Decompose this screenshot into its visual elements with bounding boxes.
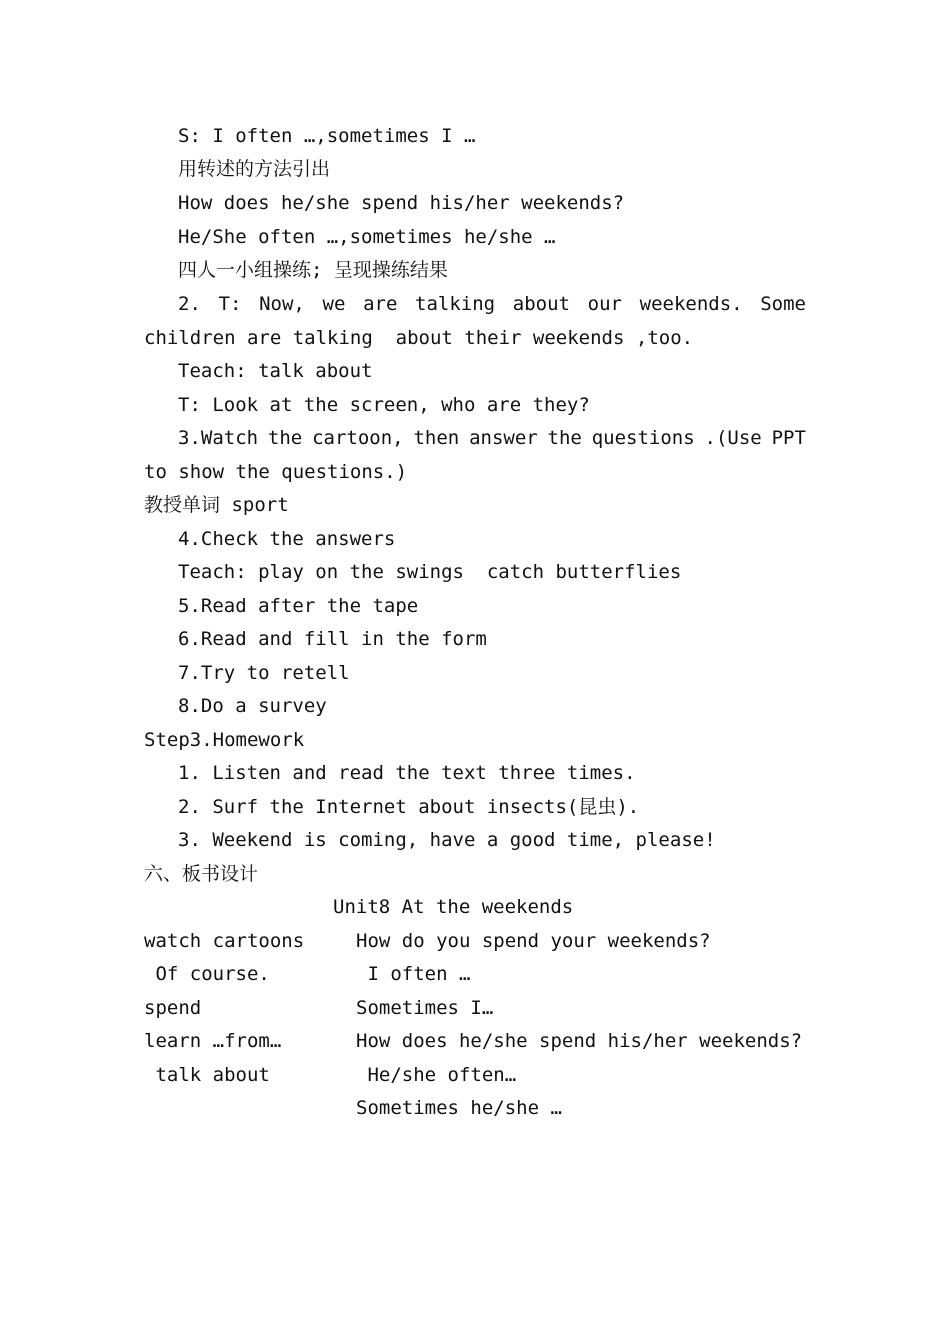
word: talking [415,293,496,315]
board-left-item: Of course. [144,963,270,985]
word: Some [760,293,806,315]
word: cartoon, [312,427,404,449]
vocab-line: 教授单词 sport [144,494,289,516]
word: the [547,427,582,449]
word: then [413,427,460,449]
answer-line: He/She often …,sometimes he/she … [178,226,556,248]
word: .(Use [704,427,762,449]
board-left-item: spend [144,997,202,1019]
board-right-item: Sometimes I… [356,997,494,1019]
step-8-line: 8.Do a survey [178,695,327,717]
word: we [322,293,346,315]
word: 3.Watch [178,427,259,449]
word: weekends. [639,293,743,315]
board-right-item: How does he/she spend his/her weekends? [356,1030,803,1052]
board-left-item: watch cartoons [144,930,305,952]
homework-item: 1. Listen and read the text three times. [178,762,636,784]
section-heading-homework: Step3.Homework [144,729,305,751]
word: about [512,293,570,315]
teacher-question: T: Look at the screen, who are they? [178,394,590,416]
teach-line: Teach: talk about [178,360,373,382]
board-right-item: I often … [356,963,471,985]
word: questions [591,427,695,449]
step-3-continuation: to show the questions.) [144,461,408,483]
word: 2. [178,293,201,315]
instruction-line: 用转述的方法引出 [178,158,331,180]
question-line: How does he/she spend his/her weekends? [178,192,625,214]
dialogue-line-student: S: I often …,sometimes I … [178,125,476,147]
step-7-line: 7.Try to retell [178,662,350,684]
word: Now, [259,293,305,315]
word: PPT [771,427,806,449]
section-heading-board: 六、板书设计 [144,863,259,885]
step-2-continuation: children are talking about their weekends ,too. [144,327,694,349]
homework-item: 3. Weekend is coming, have a good time, please! [178,829,716,851]
step-2-line [178,292,806,316]
board-left-item: talk about [144,1064,270,1086]
board-title: Unit8 At the weekends [333,896,574,918]
step-5-line: 5.Read after the tape [178,595,419,617]
word: our [587,293,622,315]
board-right-item: He/she often… [356,1064,517,1086]
teach-line: Teach: play on the swings catch butterflies [178,561,682,583]
step-6-line: 6.Read and fill in the form [178,628,487,650]
board-left-item: learn …from… [144,1030,282,1052]
board-right-item: Sometimes he/she … [356,1097,562,1119]
word: are [363,293,398,315]
word: answer [469,427,538,449]
homework-item: 2. Surf the Internet about insects(昆虫). [178,796,640,818]
step-4-line: 4.Check the answers [178,528,396,550]
instruction-line: 四人一小组操练; 呈现操练结果 [178,259,448,281]
step-3-line [178,426,806,450]
board-right-item: How do you spend your weekends? [356,930,711,952]
word: the [267,427,303,449]
word: T: [218,293,242,315]
